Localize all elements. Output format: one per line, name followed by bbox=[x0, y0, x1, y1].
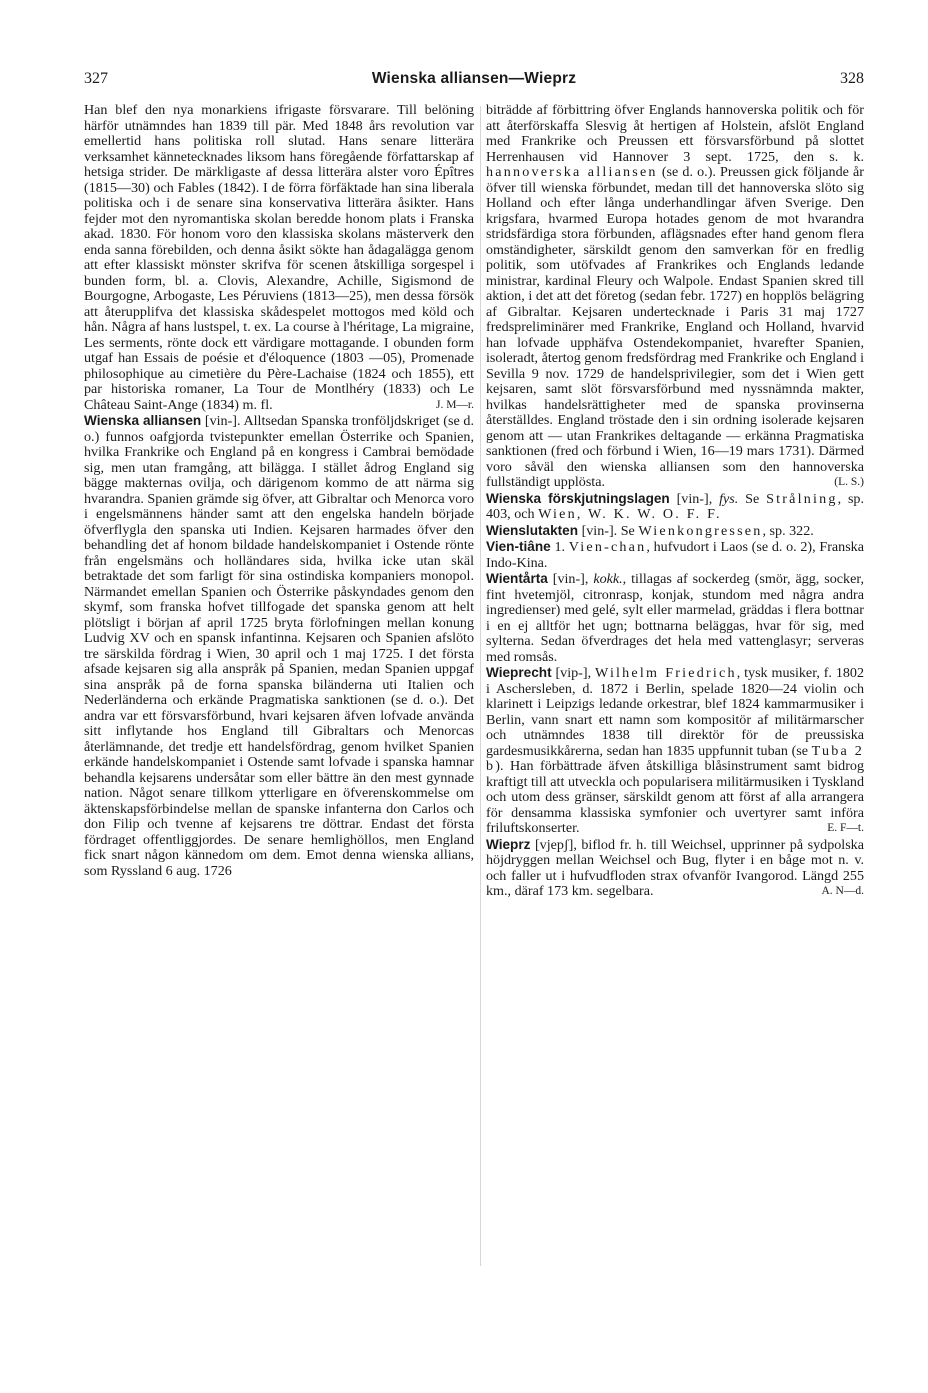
cross-reference: Wienkongressen bbox=[638, 522, 763, 539]
pronunciation: [vin-], bbox=[552, 571, 589, 587]
cross-reference: Wien, W. K. W. O. F. F. bbox=[538, 506, 722, 522]
entry-wienska-forskjutningslagen bbox=[486, 491, 864, 523]
entry-headword: Wienslutakten bbox=[486, 522, 579, 538]
entry-headword: Wieprz bbox=[486, 836, 531, 852]
reference-text: , sp. 403, och bbox=[486, 490, 865, 522]
continuation-text-2: (se d. o.). Preussen gick följande år öfver till wienska förbundet, medan till det hannoverska slöto sig Holland och efter långa underhandlingar äfven Sverige. Den krigsfara, hvarmed Europa hotades genom de mot hvarandra stridsfärdiga stora förbunden, aflägsnades efter hand genom flera omständigheter, särskildt genom den samverkan för en fredlig politik, som utöfvades af Frankrikes och Englands ledande ministrar, kardinal Fleury och Walpole. Endast Spanien skred till aktion, i det att det företog (sedan febr. 1727) en hopplös belägring af Gibraltar. Kejsaren undertecknade i Paris 31 maj 1727 fredspreliminärer med Frankrike, England och Holland, hvarvid han lofvade upphäfva Ostendekompaniet, hvarefter Spanien, isoleradt, återtog genom fredsfördrag med Frankrike och England i Sevilla 9 nov. 1729 de handelsprivilegier, som det i Wien gett kejsaren, samt slöt försvarsförbund med nyssnämnda makter, hvilkas handelsrättigheter med de spanska provinserna återställdes. England tröstade den i sin ordning isolerade kejsaren genom att — utan Frankrikes deltagande — erkänna Pragmatiska sanktionen (fred och förbund i Wien, 16—19 mars 1731). Därmed voro såväl den wienska alliansen som den hannoverska fullständigt upplösta. bbox=[486, 164, 864, 490]
entry-body: [vin-]. Se bbox=[581, 522, 635, 539]
column-divider bbox=[480, 106, 481, 1266]
entry-body: biflod fr. h. till Weichsel, upprinner på sydpolska höjdryggen mellan Weichsel och Bug, flyter i en båge mot n. v. och faller ut i hufvudfloden strax ofvanför Ivangorod. Längd 255 km., däraf 173 km. segelbara. bbox=[486, 836, 864, 899]
entry-body: , tysk musiker, f. 1802 i Aschersleben, d. 1872 i Berlin, spelade 1820—24 violin och klarinett i Leipzigs ledande orkestrar, blef 1824 kammarmusiker i Berlin, vann snart ett namn som kompositör af militärmarscher och utnämndes 1838 till direktör för de preussiska gardesmusikkårerna, sedan han 1835 uppfunnit tuban (se bbox=[486, 665, 865, 759]
entry-body-2: ). Han förbättrade äfven åtskilliga blåsinstrument samt bidrog kraftigt till att utveckla och popularisera militärmusiken i Tyskland och utom dess gränser, särskildt genom att först af alla arrangera för densamma klassiska symfonier och uvertyrer samt införa friluftskonserter. bbox=[486, 758, 864, 836]
entry-continuation bbox=[84, 103, 474, 413]
author-signature: J. M—r. bbox=[435, 398, 474, 411]
person-name: Wilhelm Friedrich bbox=[595, 665, 737, 681]
subject-abbreviation: kokk. bbox=[593, 571, 623, 587]
left-column bbox=[84, 103, 474, 879]
reference-text: , hufvudort i Laos (se d. o. 2), Franska Indo-Kina. bbox=[486, 539, 864, 571]
continuation-text: biträdde af förbittring öfver Englands hannoverska politik och för att återförskaffa Slesvig åt hertigen af Holstein, afslöt England med Frankrike och Preussen ett försvarsförbund på slottet Herrenhausen vid Hannover 3 sept. 1725, den s. k. bbox=[486, 102, 864, 165]
entry-wieprz bbox=[486, 837, 864, 900]
see-text: Se bbox=[745, 490, 760, 507]
running-head: Wienska alliansen—Wieprz bbox=[371, 70, 577, 87]
entry-vien-tiane bbox=[486, 539, 864, 571]
author-signature: (L. S.) bbox=[834, 476, 864, 488]
entry-wienska-alliansen bbox=[84, 413, 474, 879]
entry-wientarta bbox=[486, 571, 864, 665]
pronunciation: [vip-], bbox=[555, 665, 592, 681]
entry-headword: Vien-tiâne bbox=[486, 539, 551, 554]
entry-headword: Wienska alliansen bbox=[84, 413, 202, 428]
cross-reference: Strålning bbox=[766, 490, 838, 507]
entry-wieprecht bbox=[486, 665, 864, 837]
entry-headword: Wieprecht bbox=[486, 665, 552, 680]
pronunciation: [vin-], bbox=[676, 490, 713, 507]
entry-continuation-right bbox=[486, 103, 864, 491]
right-column bbox=[486, 103, 864, 900]
cross-reference: Tuba 2 b bbox=[486, 742, 865, 774]
pronunciation: [vjepʃ], bbox=[534, 836, 577, 853]
author-signature: A. N—d. bbox=[821, 885, 864, 897]
cross-reference: Vien-chan bbox=[568, 539, 647, 555]
entry-wienslutakten bbox=[486, 523, 864, 540]
cross-reference: hannoverska alliansen bbox=[486, 164, 658, 180]
intro-text: Han blef den nya monarkiens ifrigaste försvarare. Till belöning härför utnämndes han 1839 till pär. Med 1848 års revolution var emellertid hans politiska roll slutad. Hans senare litterära verksamhet kännetecknades liksom hans föregående författarskap af hetsiga strider. De märkligaste af dessa litterära alster voro Épîtres (1815—30) och Fables (1842). I de förra förfäktade han sina liberala politiska och i de senare sina konservativa litterära åsikter. Hans fejder mot den nyromantiska skolan beredde honom plats i Franska akad. 1830. För honom voro den klassiska skolans mästerverk den enda sanna förebilden, och denna åsikt sökte han ådagalägga genom att efter klassiskt mönster skrifva för scenen åtskilliga sorgespel i bunden form, bl. a. Clovis, Alexandre, Achille, Sigismond de Bourgogne, Arbogaste, Les Péruviens (1813—25), men dessa försök att återupplifva det klassiska skådespelet mottogos med köld och hån. Några af hans lustspel, t. ex. La course à l'héritage, La migraine, Les serments, rönte dock ett värdigare mottagande. I obunden form utgaf han Essais de poésie et d'éloquence (1803 —05), Promenade philosophique au cimetière du Père-Lachaise (1824 och 1855), ett par historiska romaner, La Tour de Montlhéry (1833) och Le Château Saint-Ange (1834) m. fl. bbox=[84, 102, 474, 413]
entry-headword: Wienska förskjutningslagen bbox=[486, 490, 670, 506]
page-number-left: 327 bbox=[84, 70, 108, 87]
author-signature: E. F—t. bbox=[827, 822, 864, 834]
entry-body: , tillagas af sockerdeg (smör, ägg, socker, fint hvetemjöl, citronrasp, konjak, stundom med några andra ingredienser) med gelé, sylt eller marmelad, gräddas i flera bottnar i en ej alltför het ugn; bottnarna beläggas, hvar för sig, med sylterna. Sedan öfverdrages det hela med vattenglasyr; serveras med romsås. bbox=[486, 571, 865, 665]
entry-body: 1. bbox=[554, 539, 566, 555]
entry-headword: Wientårta bbox=[486, 571, 548, 586]
page-header bbox=[84, 70, 864, 92]
entry-body: [vin-]. Alltsedan Spanska tronföljdskriget (se d. o.) funnos oafgjorda tvistepunkter emellan Österrike och Spanien, hvilka Frankrike och England på en kongress i Cambrai bemödade sig, men utan framgång, att bilägga. I stället ådrog England sig bägge makternas ovilja, och därigenom kommo de att närma sig hvarandra. Spanien grämde sig öfver, att Gibraltar och Menorca voro i engelsmännens händer samt att den engelska handeln började öfverflygla den spanska uti Indien. Kejsaren harmades öfver den behandling det af honom bildade handelskompaniet i Ostende rönte från engelsmäns och holländares sida, hvilka icke utan skäl betraktade det som farligt för sina ostindiska kompaniers monopol. Närmandet emellan Spanien och Österrike påskyndades genom den skymf, som franska hofvet tillfogade det spanska genom att helt plötsligt i början af april 1725 bryta förlofningen mellan konung Ludvig XV och en spansk infantinna. Kejsaren och Spanien afslöto tre särskilda fördrag i Wien, 30 april och 1 maj 1725. I det första afsade kejsaren sig alla anspråk på Spanien, medan Spanien uppgaf sina anspråk på de forna spanska biländerna uti Italien och Nederländerna och erkände Pragmatiska sanktionen (se d. o.). Det andra var ett försvarsförbund, hvari kejsaren äfven lofvade använda sitt inflytande hos England till Gibraltars och Menorcas återlämnande, det tredje ett handelsfördrag, genom hvilket Spanien erkände handelskompaniet i Ostende samt lofvade i spanska hamnar behandla kejsarens undersåtar som eller bättre än den mest gynnade nation. Något senare tillkom ytterligare en öfverenskommelse om äktenskapsförbindelse mellan de spanske infanterna don Carlos och don Filip och tvenne af kejsarens tre döttrar. Endast det första fördraget offentliggjordes. De senare hemlighöllos, men England fick snart någon kännedom om dem. Emot denna wienska allians, som Ryssland 6 aug. 1726 bbox=[84, 413, 474, 879]
page-number-right: 328 bbox=[840, 70, 864, 87]
subject-abbreviation: fys. bbox=[719, 490, 739, 507]
reference-text: , sp. 322. bbox=[762, 522, 814, 539]
